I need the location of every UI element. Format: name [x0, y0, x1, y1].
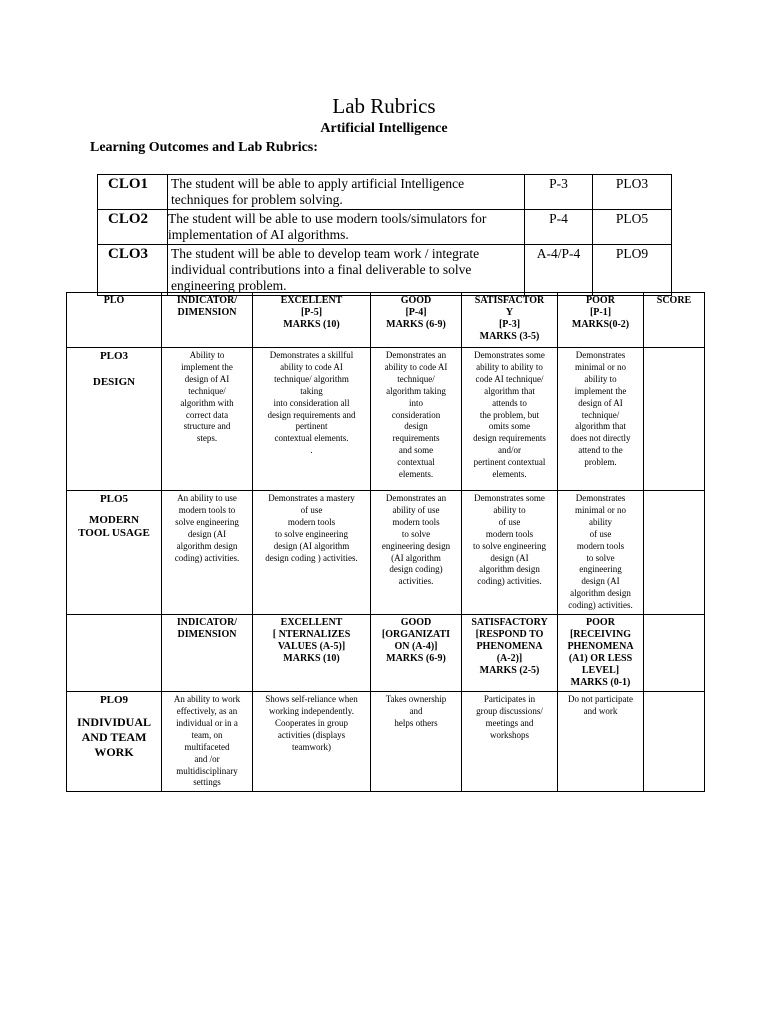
score-cell	[644, 692, 705, 792]
cell-line: INDICATOR/	[176, 617, 238, 629]
cell-line: MARKS(0-2)	[571, 319, 630, 330]
cell-line: design requirements	[473, 433, 546, 444]
satisfactory-cell	[462, 491, 558, 615]
cell-line: Takes ownership	[385, 694, 447, 705]
clo-level: P-3	[525, 175, 593, 210]
page-title: Lab Rubrics	[332, 94, 436, 118]
plo-name	[69, 514, 159, 540]
cell-line: engineering design	[381, 540, 451, 551]
cell-line: ability to	[493, 504, 526, 515]
plo-cell	[67, 348, 162, 491]
clo-row	[98, 210, 672, 245]
clo-description-line: individual contributions into a final deliverable to solve	[171, 262, 472, 277]
cell-line: algorithm taking	[386, 385, 446, 396]
header-satisfactory	[462, 615, 558, 692]
cell-line: to solve engineering	[473, 540, 546, 551]
cell-line: [P-3]	[498, 319, 521, 330]
clo-description-line: techniques for problem solving.	[171, 192, 343, 207]
cell-line: Participates in	[483, 694, 536, 705]
cell-line: effectively, as an	[176, 705, 238, 716]
cell-line: problem.	[584, 457, 617, 468]
cell-line: Demonstrates a skillful	[269, 350, 354, 360]
cell-line: MARKS (3-5)	[479, 331, 540, 342]
clo-level: A-4/P-4	[525, 245, 593, 296]
cell-line: coding) activities.	[477, 576, 542, 587]
cell-line: design (AI algorithm	[273, 540, 350, 551]
rubric-row-plo5	[67, 491, 705, 615]
header-good	[371, 615, 462, 692]
cell-line: engineering	[579, 564, 622, 575]
satisfactory-cell	[462, 348, 558, 491]
cell-line: VALUES (A-5)]	[277, 641, 346, 653]
cell-line: and/or	[498, 445, 521, 456]
indicator-cell	[162, 491, 253, 615]
rubric-row-plo9	[67, 692, 705, 792]
cell-line: Cooperates in group	[275, 717, 348, 728]
cell-line: structure and	[183, 421, 231, 432]
cell-line: algorithm that	[575, 421, 626, 432]
cell-line: [P-5]	[300, 307, 323, 318]
cell-line: [ORGANIZATI	[381, 629, 451, 641]
cell-line: and	[409, 705, 423, 716]
cell-line: team, on	[191, 729, 223, 740]
cell-line: GOOD	[400, 617, 432, 629]
cell-line: implement the	[181, 361, 233, 372]
cell-line: design (AI	[581, 576, 620, 587]
cell-line: consideration	[391, 409, 441, 420]
good-cell	[371, 348, 462, 491]
cell-line: coding) activities.	[174, 552, 240, 563]
clo-description	[168, 210, 525, 245]
excellent-cell	[253, 491, 371, 615]
cell-line: working independently.	[269, 705, 354, 716]
cell-line: elements.	[492, 469, 527, 480]
plo-code: PLO9	[99, 694, 129, 707]
cell-line: minimal or no	[575, 361, 626, 372]
cell-line: and some	[398, 445, 434, 456]
plo-code: PLO3	[99, 350, 129, 362]
cell-line: design of AI	[578, 397, 623, 408]
cell-line: and /or	[194, 753, 220, 764]
cell-line: AND TEAM	[81, 730, 147, 745]
header-score: SCORE	[644, 293, 705, 348]
cell-line: INDICATOR/	[176, 295, 238, 306]
cell-line: contextual	[397, 457, 435, 468]
cell-line: EXCELLENT	[280, 295, 343, 306]
rubric-header-row-affective	[67, 615, 705, 692]
cell-line: multifaceted	[184, 741, 230, 752]
clo-level: P-4	[525, 210, 593, 245]
cell-line: ability to ability to	[476, 361, 543, 372]
clo-row	[98, 245, 672, 296]
good-cell	[371, 491, 462, 615]
header-poor	[558, 293, 644, 348]
cell-line: of use	[498, 516, 521, 527]
cell-line: technique/	[581, 409, 620, 420]
cell-line: design coding)	[389, 564, 443, 575]
cell-line: POOR	[586, 295, 615, 306]
clo-description	[168, 175, 525, 210]
cell-line: EXCELLENT	[280, 617, 343, 629]
cell-line: to solve engineering	[275, 528, 348, 539]
score-cell	[644, 348, 705, 491]
cell-line: modern tools	[392, 516, 440, 527]
cell-line: algorithm that	[484, 385, 535, 396]
cell-line: attends to	[492, 397, 527, 408]
cell-line: [RECEIVING	[569, 629, 632, 641]
cell-line: (AI algorithm	[391, 552, 441, 563]
cell-line: technique/	[188, 385, 226, 396]
clo-description-line: The student will be able to apply artificial Intelligence	[171, 176, 465, 191]
clo-description	[168, 245, 525, 296]
cell-line: algorithm with	[180, 397, 234, 408]
rubric-row-plo3	[67, 348, 705, 491]
cell-line: ability to code AI	[280, 361, 343, 372]
cell-line: pertinent contextual	[473, 457, 546, 468]
header-blank	[644, 615, 705, 692]
cell-line: minimal or no	[575, 504, 626, 515]
cell-line: does not directly	[570, 433, 631, 444]
cell-line: An ability to use	[177, 493, 237, 503]
cell-line: LEVEL]	[581, 665, 620, 677]
clo-description-line: engineering problem.	[171, 278, 287, 293]
plo-cell	[67, 692, 162, 792]
plo-code: PLO5	[99, 493, 129, 505]
cell-line: algorithm design	[176, 540, 238, 551]
cell-line: [ NTERNALIZES	[272, 629, 351, 641]
clo-plo: PLO9	[593, 245, 672, 296]
rubric-table	[66, 292, 705, 792]
header-excellent	[253, 293, 371, 348]
clo-description-line: The student will be able to develop team work / integrate	[171, 246, 480, 261]
header-poor	[558, 615, 644, 692]
cell-line: coding) activities.	[568, 600, 633, 611]
clo-plo: PLO3	[593, 175, 672, 210]
clo-id: CLO1	[98, 175, 168, 210]
header-indicator	[162, 293, 253, 348]
cell-line: PHENOMENA	[476, 641, 543, 653]
cell-line: MARKS (2-5)	[479, 665, 540, 677]
cell-line: MARKS (6-9)	[386, 319, 446, 330]
cell-line: technique/ algorithm	[274, 373, 349, 384]
cell-line: MARKS (6-9)	[386, 653, 446, 665]
header-plo: PLO	[67, 293, 162, 348]
cell-line: helps others	[394, 717, 438, 728]
clo-row	[98, 175, 672, 210]
cell-line: to solve	[401, 528, 431, 539]
cell-line: omits some	[488, 421, 531, 432]
cell-line: INDIVIDUAL	[76, 715, 151, 730]
cell-line: meetings and	[485, 717, 534, 728]
cell-line: Demonstrates	[575, 350, 626, 360]
cell-line: Y	[505, 307, 514, 318]
clo-description-line: implementation of AI algorithms.	[168, 227, 349, 242]
plo-name	[69, 715, 159, 760]
cell-line: MODERN	[88, 514, 140, 526]
cell-line: individual or in a	[176, 717, 238, 728]
cell-line: SATISFACTOR	[474, 295, 545, 306]
cell-line: correct data	[185, 409, 229, 420]
cell-line: requirements	[392, 433, 440, 444]
cell-line: steps.	[196, 433, 218, 444]
indicator-cell	[162, 348, 253, 491]
cell-line: TOOL USAGE	[78, 527, 150, 539]
cell-line: An ability to work	[173, 694, 241, 705]
cell-line: of use	[300, 504, 323, 515]
cell-line: modern tools	[576, 540, 625, 551]
cell-line: group discussions/	[476, 705, 543, 716]
cell-line: technique/	[397, 373, 435, 384]
header-indicator	[162, 615, 253, 692]
satisfactory-cell	[462, 692, 558, 792]
cell-line: design (AI	[490, 552, 529, 563]
cell-line: ability to code AI	[384, 361, 448, 372]
cell-line: of use	[589, 528, 612, 539]
cell-line: PHENOMENA	[567, 641, 634, 653]
clo-description-line: The student will be able to use modern tools/simulators for	[168, 211, 487, 226]
cell-line: modern tools	[485, 528, 534, 539]
cell-line: pertinent	[295, 421, 328, 432]
cell-line: MARKS (10)	[283, 319, 340, 330]
cell-line: contextual elements.	[274, 433, 349, 444]
cell-line: taking	[300, 385, 323, 396]
cell-line: POOR	[586, 617, 615, 629]
cell-line: (A1) OR LESS	[568, 653, 633, 665]
cell-line: activities.	[398, 576, 434, 587]
cell-line: [P-1]	[589, 307, 612, 318]
cell-line: design (AI	[187, 528, 227, 539]
clo-table	[97, 174, 672, 296]
cell-line: MARKS (0-1)	[570, 677, 631, 689]
clo-plo: PLO5	[593, 210, 672, 245]
cell-line: design coding ) activities.	[265, 552, 358, 563]
cell-line: teamwork)	[292, 741, 331, 752]
cell-line: GOOD	[400, 295, 432, 306]
cell-line: workshops	[489, 729, 529, 740]
cell-line: ON (A-4)]	[394, 641, 438, 653]
cell-line: elements.	[398, 469, 434, 480]
cell-line: Demonstrates an	[385, 350, 447, 360]
cell-line: into	[408, 397, 423, 408]
good-cell	[371, 692, 462, 792]
cell-line: Ability to	[189, 350, 225, 360]
cell-line: Demonstrates a mastery	[268, 493, 355, 503]
clo-id: CLO2	[98, 210, 168, 245]
cell-line: design	[404, 421, 428, 432]
cell-line: ability to	[584, 373, 617, 384]
cell-line: [RESPOND TO	[475, 629, 544, 641]
cell-line: modern tools	[287, 516, 336, 527]
cell-line: Demonstrates some	[474, 350, 545, 360]
section-heading: Learning Outcomes and Lab Rubrics:	[90, 140, 318, 155]
plo-name: DESIGN	[92, 376, 136, 388]
cell-line: Do not participate	[568, 694, 633, 705]
cell-line: DIMENSION	[177, 629, 237, 641]
course-subtitle: Artificial Intelligence	[320, 121, 448, 136]
header-good	[371, 293, 462, 348]
cell-line: [P-4]	[405, 307, 427, 318]
cell-line: activities (displays	[277, 729, 346, 740]
clo-id: CLO3	[98, 245, 168, 296]
indicator-cell	[162, 692, 253, 792]
cell-line: modern tools to	[178, 504, 236, 515]
score-cell	[644, 491, 705, 615]
excellent-cell	[253, 692, 371, 792]
cell-line: into consideration all	[273, 397, 350, 408]
cell-line: WORK	[94, 745, 134, 760]
poor-cell	[558, 692, 644, 792]
cell-line: algorithm design	[479, 564, 540, 575]
cell-line: MARKS (10)	[283, 653, 340, 665]
cell-line: Demonstrates	[575, 493, 626, 503]
cell-line: multidisciplinary	[176, 765, 238, 776]
cell-line: ability of use	[392, 504, 440, 515]
cell-line: Shows self-reliance when	[265, 694, 358, 705]
cell-line: design requirements and	[267, 409, 356, 420]
cell-line: design of AI	[184, 373, 230, 384]
cell-line: DIMENSION	[177, 307, 237, 318]
cell-line: ability	[589, 516, 612, 527]
poor-cell	[558, 348, 644, 491]
cell-line: solve engineering	[175, 516, 239, 527]
header-blank	[67, 615, 162, 692]
rubric-header-row	[67, 293, 705, 348]
header-excellent	[253, 615, 371, 692]
cell-line: to solve	[586, 552, 615, 563]
cell-line: and work	[583, 705, 618, 716]
cell-line: .	[310, 445, 313, 456]
cell-line: SATISFACTORY	[471, 617, 548, 629]
cell-line: attend to the	[578, 445, 623, 456]
cell-line: settings	[193, 777, 221, 788]
cell-line: Demonstrates some	[474, 493, 545, 503]
cell-line: algorithm design	[570, 588, 631, 599]
cell-line: code AI technique/	[475, 373, 544, 384]
cell-line: Demonstrates an	[385, 493, 447, 503]
poor-cell	[558, 491, 644, 615]
cell-line: (A-2)]	[496, 653, 523, 665]
excellent-cell	[253, 348, 371, 491]
cell-line: implement the	[574, 385, 627, 396]
cell-line: the problem, but	[479, 409, 540, 420]
header-satisfactory	[462, 293, 558, 348]
plo-cell	[67, 491, 162, 615]
